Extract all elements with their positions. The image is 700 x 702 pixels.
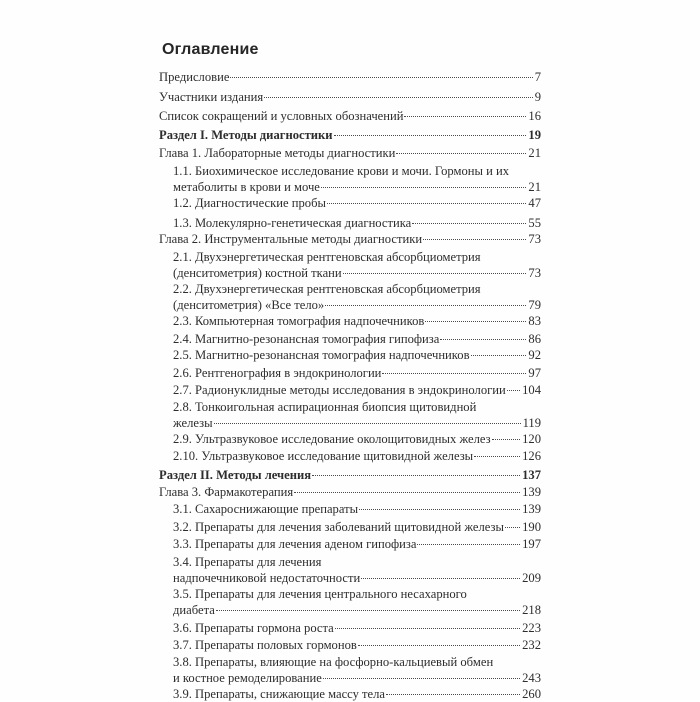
toc-entry-title: Глава 2. Инструментальные методы диагностики xyxy=(159,232,423,246)
toc-page-number: 218 xyxy=(522,603,541,617)
dot-leader xyxy=(386,694,520,695)
dot-leader xyxy=(471,355,527,356)
toc-entry[interactable] xyxy=(173,637,541,653)
toc-entry-title: 2.10. Ультразвуковое исследование щитовидной железы xyxy=(173,449,474,463)
toc-entry-title: Список сокращений и условных обозначений xyxy=(159,109,404,123)
toc-entry[interactable] xyxy=(159,467,541,483)
toc-entry-title: и костное ремоделирование xyxy=(173,671,322,685)
toc-entry-title: Раздел II. Методы лечения xyxy=(159,468,312,482)
dot-leader xyxy=(294,492,520,493)
page-title: Оглавление xyxy=(162,41,259,58)
toc-entry[interactable] xyxy=(173,654,541,686)
toc-entry-title: 3.2. Препараты для лечения заболеваний щитовидной железы xyxy=(173,520,504,534)
toc-entry-title: 2.9. Ультразвуковое исследование околощитовидных желез xyxy=(173,432,491,446)
toc-page-number: 73 xyxy=(528,232,541,246)
toc-entry-title: 1.2. Диагностические пробы xyxy=(173,196,326,210)
dot-leader xyxy=(358,645,520,646)
toc-entry[interactable] xyxy=(173,347,541,363)
dot-leader xyxy=(343,273,527,274)
toc-entry-title: 2.8. Тонкоигольная аспирационная биопсия щитовидной xyxy=(173,400,477,414)
toc-page-number: 243 xyxy=(522,671,541,685)
toc-entry-title: (денситометрия) костной ткани xyxy=(173,266,342,280)
toc-entry-title: 3.9. Препараты, снижающие массу тела xyxy=(173,687,386,701)
toc-entry[interactable] xyxy=(173,313,541,329)
toc-page-number: 197 xyxy=(522,537,541,551)
toc-entry-title: 3.1. Сахароснижающие препараты xyxy=(173,502,359,516)
toc-page-number: 21 xyxy=(528,180,541,194)
dot-leader xyxy=(474,456,520,457)
dot-leader xyxy=(325,305,526,306)
toc-page-number: 73 xyxy=(528,266,541,280)
toc-entry[interactable] xyxy=(173,365,541,381)
toc-entry[interactable] xyxy=(159,127,541,143)
toc-page-number: 190 xyxy=(522,520,541,534)
toc-entry-title: Глава 1. Лабораторные методы диагностики xyxy=(159,146,396,160)
toc-page-number: 47 xyxy=(528,196,541,210)
toc-page-number: 7 xyxy=(534,70,541,84)
toc-entry-title: Раздел I. Методы диагностики xyxy=(159,128,333,142)
toc-entry[interactable] xyxy=(159,69,541,85)
dot-leader xyxy=(361,578,520,579)
toc-page-number: 97 xyxy=(528,366,541,380)
toc-page-number: 92 xyxy=(528,348,541,362)
dot-leader xyxy=(492,439,521,440)
toc-page-number: 21 xyxy=(528,146,541,160)
toc-entry-title: Участники издания xyxy=(159,90,264,104)
toc-entry-title: диабета xyxy=(173,603,215,617)
toc-entry-title: 2.5. Магнитно-резонансная томография надпочечников xyxy=(173,348,470,362)
toc-entry-title: 3.4. Препараты для лечения xyxy=(173,555,322,569)
toc-entry-title: 3.5. Препараты для лечения центрального несахарного xyxy=(173,587,467,601)
toc-entry-title: 1.3. Молекулярно-генетическая диагностика xyxy=(173,216,412,230)
toc-entry[interactable] xyxy=(173,281,541,313)
dot-leader xyxy=(214,423,521,424)
toc-entry-title: 3.6. Препараты гормона роста xyxy=(173,621,334,635)
toc-page-number: 55 xyxy=(528,216,541,230)
dot-leader xyxy=(396,153,526,154)
toc-entry[interactable] xyxy=(173,519,541,535)
toc-entry[interactable] xyxy=(173,195,541,211)
dot-leader xyxy=(412,223,526,224)
toc-entry[interactable] xyxy=(173,620,541,636)
toc-entry[interactable] xyxy=(159,108,541,124)
toc-entry[interactable] xyxy=(173,399,541,431)
dot-leader xyxy=(505,527,520,528)
toc-entry[interactable] xyxy=(159,145,541,161)
toc-page-number: 104 xyxy=(522,383,541,397)
dot-leader xyxy=(425,321,526,322)
toc-entry-title: 2.7. Радионуклидные методы исследования в эндокринологии xyxy=(173,383,506,397)
toc-entry[interactable] xyxy=(173,163,541,195)
toc-entry-title: метаболиты в крови и моче xyxy=(173,180,320,194)
toc-page-number: 86 xyxy=(528,332,541,346)
dot-leader xyxy=(417,544,520,545)
toc-entry[interactable] xyxy=(173,249,541,281)
dot-leader xyxy=(404,116,526,117)
toc-entry-title: железы xyxy=(173,416,213,430)
toc-entry-title: 2.2. Двухэнергетическая рентгеновская абсорбциометрия xyxy=(173,282,481,296)
toc-entry-title: (денситометрия) «Все тело» xyxy=(173,298,325,312)
toc-entry-title: надпочечниковой недостаточности xyxy=(173,571,361,585)
toc-page-number: 83 xyxy=(528,314,541,328)
dot-leader xyxy=(264,97,533,98)
dot-leader xyxy=(216,610,520,611)
toc-entry[interactable] xyxy=(173,586,541,618)
toc-entry-title: 2.4. Магнитно-резонансная томография гипофиза xyxy=(173,332,440,346)
toc-entry-title: 3.3. Препараты для лечения аденом гипофиза xyxy=(173,537,417,551)
dot-leader xyxy=(327,203,526,204)
dot-leader xyxy=(507,390,520,391)
toc-entry-title: Глава 3. Фармакотерапия xyxy=(159,485,294,499)
toc-entry[interactable] xyxy=(159,484,541,500)
dot-leader xyxy=(335,628,520,629)
toc-page-number: 139 xyxy=(522,485,541,499)
toc-page-number: 119 xyxy=(522,416,541,430)
toc-page-number: 126 xyxy=(522,449,541,463)
toc-entry-title: 3.8. Препараты, влияющие на фосфорно-кальциевый обмен xyxy=(173,655,494,669)
toc-page-number: 9 xyxy=(534,90,541,104)
toc-page-number: 137 xyxy=(522,468,541,482)
toc-entry-title: 2.3. Компьютерная томография надпочечников xyxy=(173,314,425,328)
toc-page-number: 79 xyxy=(528,298,541,312)
toc-entry-title: Предисловие xyxy=(159,70,230,84)
toc-entry[interactable] xyxy=(173,431,541,447)
toc-entry[interactable] xyxy=(159,89,541,105)
toc-entry[interactable] xyxy=(173,331,541,347)
dot-leader xyxy=(334,135,527,136)
toc-page-number: 139 xyxy=(522,502,541,516)
dot-leader xyxy=(382,373,526,374)
dot-leader xyxy=(423,239,526,240)
toc-entry[interactable] xyxy=(173,215,541,231)
toc-entry-title: 1.1. Биохимическое исследование крови и мочи. Гормоны и их xyxy=(173,164,510,178)
toc-page-number: 209 xyxy=(522,571,541,585)
dot-leader xyxy=(312,475,520,476)
toc-entry[interactable] xyxy=(173,536,541,552)
toc-entry-title: 3.7. Препараты половых гормонов xyxy=(173,638,357,652)
dot-leader xyxy=(323,678,520,679)
dot-leader xyxy=(440,339,526,340)
toc-entry-title: 2.1. Двухэнергетическая рентгеновская абсорбциометрия xyxy=(173,250,481,264)
toc-entry[interactable] xyxy=(173,448,541,464)
toc-entry-title: 2.6. Рентгенография в эндокринологии xyxy=(173,366,382,380)
dot-leader xyxy=(230,77,532,78)
toc-page-number: 19 xyxy=(528,128,541,142)
toc-page-number: 260 xyxy=(522,687,541,701)
dot-leader xyxy=(359,509,520,510)
toc-entry[interactable] xyxy=(173,382,541,398)
toc-entry[interactable] xyxy=(173,501,541,517)
toc-entry[interactable] xyxy=(173,554,541,586)
toc-page-number: 120 xyxy=(522,432,541,446)
toc-entry[interactable] xyxy=(159,231,541,247)
toc-page-number: 223 xyxy=(522,621,541,635)
toc-page-number: 16 xyxy=(528,109,541,123)
toc-page-number: 232 xyxy=(522,638,541,652)
dot-leader xyxy=(321,187,527,188)
